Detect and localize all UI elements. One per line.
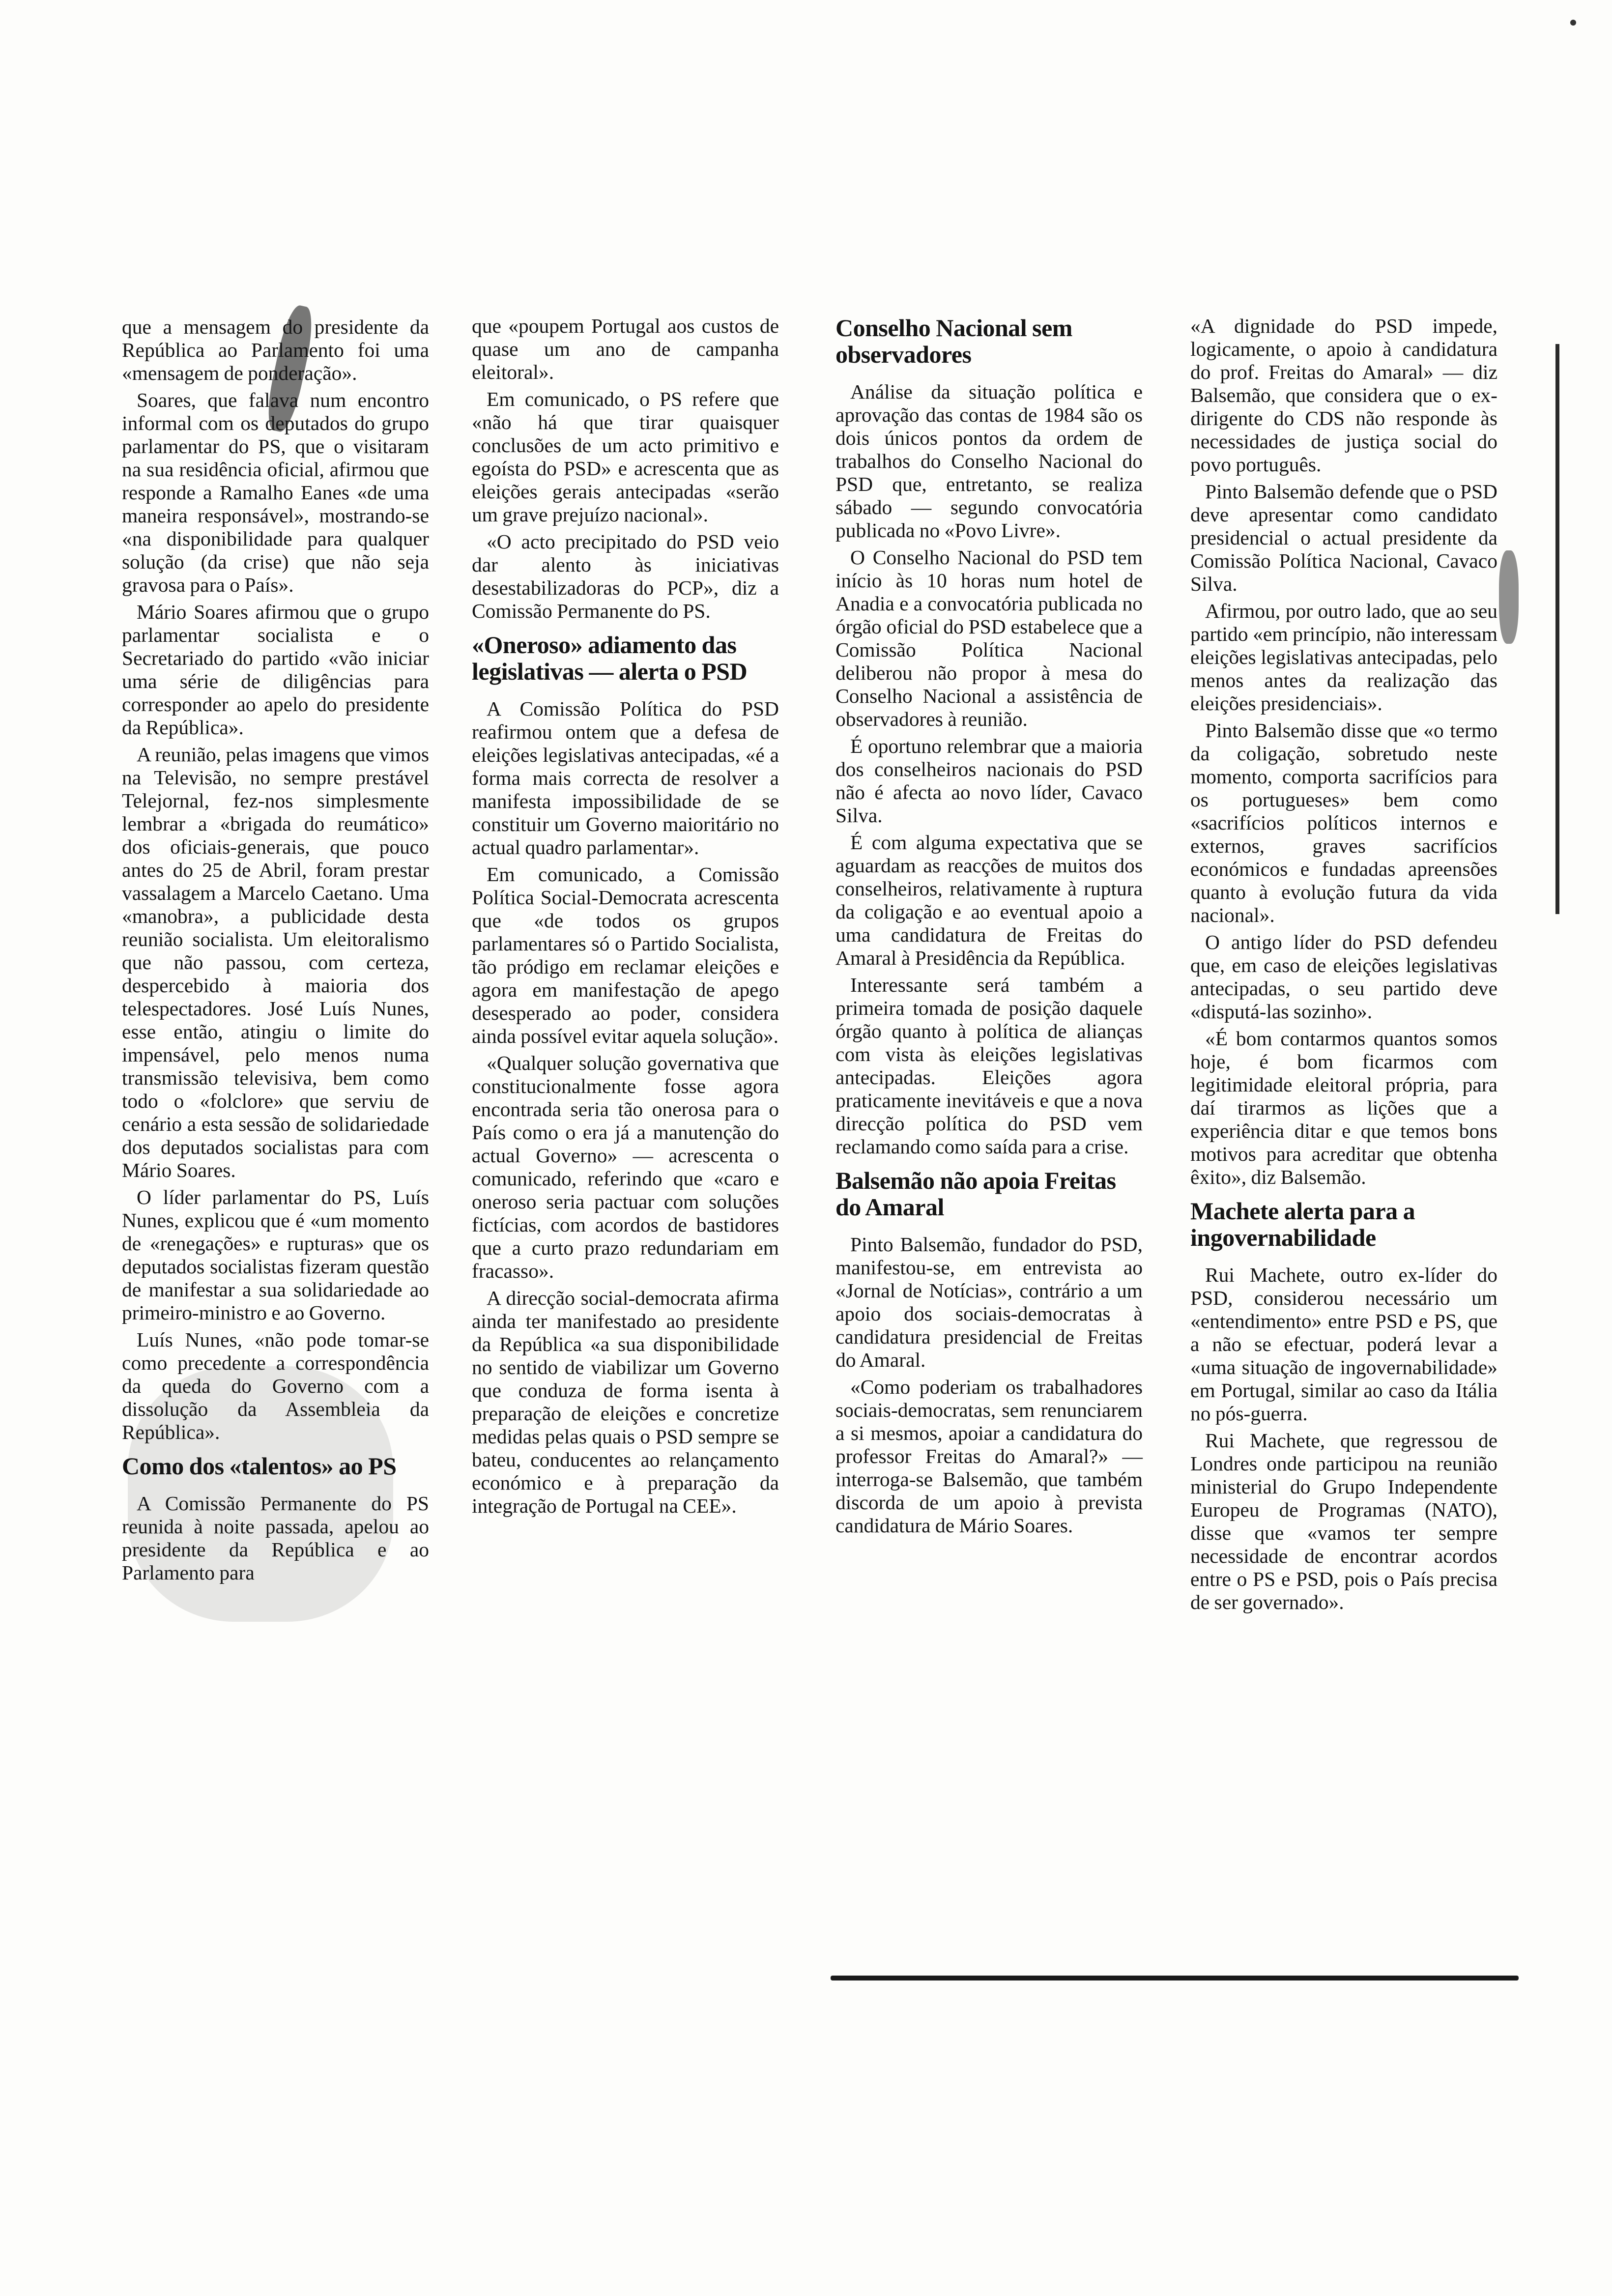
article-paragraph: «O acto precipitado do PSD veio dar alento às iniciativas desestabilizadoras do PCP», diz a Comissão Permanente do PS. <box>472 530 779 622</box>
article-paragraph: Pinto Balsemão defende que o PSD deve apresentar como candidato presidencial o actual presidente da Comissão Política Nacional, Cavaco Silva. <box>1190 480 1497 595</box>
article-paragraph: A Comissão Permanente do PS reunida à noite passada, apelou ao presidente da República e ao Parlamento para <box>122 1492 429 1584</box>
article-paragraph: É com alguma expectativa que se aguardam as reacções de muitos dos conselheiros, relativamente à ruptura da coligação e ao eventual apoio a uma candidatura de Freitas do Amaral à Presidência da República. <box>835 831 1143 969</box>
article-paragraph: O antigo líder do PSD defendeu que, em caso de eleições legislativas antecipadas, o seu partido deve «disputá-las sozinho». <box>1190 931 1497 1023</box>
article-paragraph: Pinto Balsemão disse que «o termo da coligação, sobretudo neste momento, comporta sacrifícios para os portugueses» bem como «sacrifícios políticos internos e externos, graves sacrifícios económicos e fundadas apreensões quanto à evolução futura da vida nacional». <box>1190 719 1497 926</box>
article-paragraph: Em comunicado, a Comissão Política Social-Democrata acrescenta que «de todos os grupos parlamentares só o Partido Socialista, tão pródigo em reclamar eleições e agora em manifestação de apego desesperado ao poder, considera ainda possível evitar aquela solução». <box>472 863 779 1047</box>
article-paragraph: Rui Machete, que regressou de Londres onde participou na reunião ministerial do Grupo Independente Europeu de Programas (NATO), disse que «vamos ter sempre necessidade de encontrar acordos entre o PS e PSD, pois o País precisa de ser governado». <box>1190 1429 1497 1613</box>
article-paragraph: Luís Nunes, «não pode tomar-se como precedente a correspondência da queda do Governo com a dissolução da Assembleia da República». <box>122 1328 429 1443</box>
article-paragraph: que «poupem Portugal aos custos de quase um ano de campanha eleitoral». <box>472 315 779 383</box>
article-paragraph: «Como poderiam os trabalhadores sociais-democratas, sem renunciarem a si mesmos, apoiar a candidatura do professor Freitas do Amaral?» — interroga-se Balsemão, que também discorda de um apoio à prevista candidatura de Mário Soares. <box>835 1376 1143 1537</box>
section-headline: Conselho Nacional sem observadores <box>835 314 1072 368</box>
article-column-1 <box>122 316 429 1588</box>
article-paragraph: A Comissão Política do PSD reafirmou ontem que a defesa de eleições legislativas antecipadas, «é a forma mais correcta de resolver a manifesta impossibilidade de se constituir um Governo maioritário no actual quadro parlamentar». <box>472 697 779 859</box>
article-column-2 <box>472 315 779 1521</box>
article-paragraph: É oportuno relembrar que a maioria dos conselheiros nacionais do PSD não é afecta ao novo líder, Cavaco Silva. <box>835 735 1143 827</box>
column-border <box>1555 344 1559 914</box>
article-paragraph: Interessante será também a primeira tomada de posição daquele órgão quanto à política de alianças com vista às eleições legislativas antecipadas. Eleições agora praticamente inevitáveis e que a nova direcção política do PSD vem reclamando como saída para a crise. <box>835 974 1143 1158</box>
bottom-rule <box>831 1976 1519 1980</box>
article-paragraph: Mário Soares afirmou que o grupo parlamentar socialista e o Secretariado do partido «vão iniciar uma série de diligências para corresponder ao apelo do presidente da República». <box>122 601 429 739</box>
article-paragraph: Rui Machete, outro ex-líder do PSD, considerou necessário um «entendimento» entre PSD e PS, que a não se efectuar, poderá levar a «uma situação de ingovernabilidade» em Portugal, similar ao caso da Itália no pós-guerra. <box>1190 1263 1497 1425</box>
article-paragraph: «É bom contarmos quantos somos hoje, é bom ficarmos com legitimidade eleitoral própria, para daí tirarmos as lições que a experiência ditar e que temos bons motivos para acreditar que obtenha êxito», diz Balsemão. <box>1190 1027 1497 1188</box>
scan-mark <box>1570 20 1576 26</box>
article-paragraph: A reunião, pelas imagens que vimos na Televisão, no sempre prestável Telejornal, fez-nos simplesmente lembrar a «brigada do reumático» dos oficiais-generais, que pouco antes do 25 de Abril, foram prestar vassalagem a Marcelo Caetano. Uma «manobra», a publicidade desta reunião socialista. Um eleitoralismo que não passou, com certeza, despercebido à maioria dos telespectadores. José Luís Nunes, esse então, atingiu o limite do impensável, pelo menos numa transmissão televisiva, bem como todo o «folclore» que serviu de cenário a esta sessão de solidariedade dos deputados socialistas para com Mário Soares. <box>122 743 429 1181</box>
section-headline: «Oneroso» adiamento das legislativas — alerta o PSD <box>472 631 748 685</box>
article-paragraph: A direcção social-democrata afirma ainda ter manifestado ao presidente da República «a sua disponibilidade no sentido de viabilizar um Governo que conduza de forma isenta à preparação de eleições e concretize medidas pelas quais o PSD sempre se bateu, conducentes ao relançamento económico e à preparação da integração de Portugal na CEE». <box>472 1287 779 1517</box>
article-paragraph: O líder parlamentar do PS, Luís Nunes, explicou que é «um momento de «renegações» e rupturas» que os deputados socialistas fizeram questão de manifestar a sua solidariedade ao primeiro-ministro e ao Governo. <box>122 1186 429 1324</box>
article-paragraph: Soares, que falava num encontro informal com os deputados do grupo parlamentar do PS, que o visitaram na sua residência oficial, afirmou que responde a Ramalho Eanes «de uma maneira responsável», mostrando-se «na disponibilidade para qualquer solução (da crise) que não seja gravosa para o País». <box>122 389 429 596</box>
article-paragraph: «Qualquer solução governativa que constitucionalmente fosse agora encontrada seria tão onerosa para o País como o era já a manutenção do actual Governo» — acrescenta o comunicado, referindo que «caro e oneroso seria pactuar com soluções fictícias, com acordos de bastidores que a curto prazo redundariam em fracasso». <box>472 1052 779 1282</box>
article-paragraph: Afirmou, por outro lado, que ao seu partido «em princípio, não interessam eleições legislativas antecipadas, pelo menos antes da realização das eleições presidenciais». <box>1190 600 1497 715</box>
article-paragraph: «A dignidade do PSD impede, logicamente, o apoio à candidatura do prof. Freitas do Amaral» — diz Balsemão, que considera que o ex-dirigente do CDS não responde às necessidades de justiça social do povo português. <box>1190 315 1497 476</box>
section-headline: Machete alerta para a ingovernabilidade <box>1190 1197 1415 1251</box>
article-paragraph: Pinto Balsemão, fundador do PSD, manifestou-se, em entrevista ao «Jornal de Notícias», contrário a um apoio dos sociais-democratas à candidatura presidencial de Freitas do Amaral. <box>835 1233 1143 1371</box>
article-paragraph: O Conselho Nacional do PSD tem início às 10 horas num hotel de Anadia e a convocatória publicada no órgão oficial do PSD estabelece que a Comissão Política Nacional deliberou não propor à mesa do Conselho Nacional a assistência de observadores à reunião. <box>835 546 1143 730</box>
ink-smudge <box>1499 550 1519 644</box>
article-paragraph: Em comunicado, o PS refere que «não há que tirar quaisquer conclusões de um acto primitivo e egoísta do PSD» e acrescenta que as eleições gerais antecipadas «serão um grave prejuízo nacional». <box>472 388 779 526</box>
section-headline: Balsemão não apoia Freitas do Amaral <box>835 1167 1116 1221</box>
article-paragraph: que a mensagem do presidente da República ao Parlamento foi uma «mensagem de ponderação». <box>122 316 429 384</box>
section-headline: Como dos «talentos» ao PS <box>122 1452 397 1480</box>
article-paragraph: Análise da situação política e aprovação das contas de 1984 são os dois únicos pontos da ordem de trabalhos do Conselho Nacional do PSD que, entretanto, se realiza sábado — segundo convocatória publicada no «Povo Livre». <box>835 380 1143 542</box>
article-column-4 <box>1190 315 1497 1618</box>
article-column-3 <box>835 315 1143 1541</box>
